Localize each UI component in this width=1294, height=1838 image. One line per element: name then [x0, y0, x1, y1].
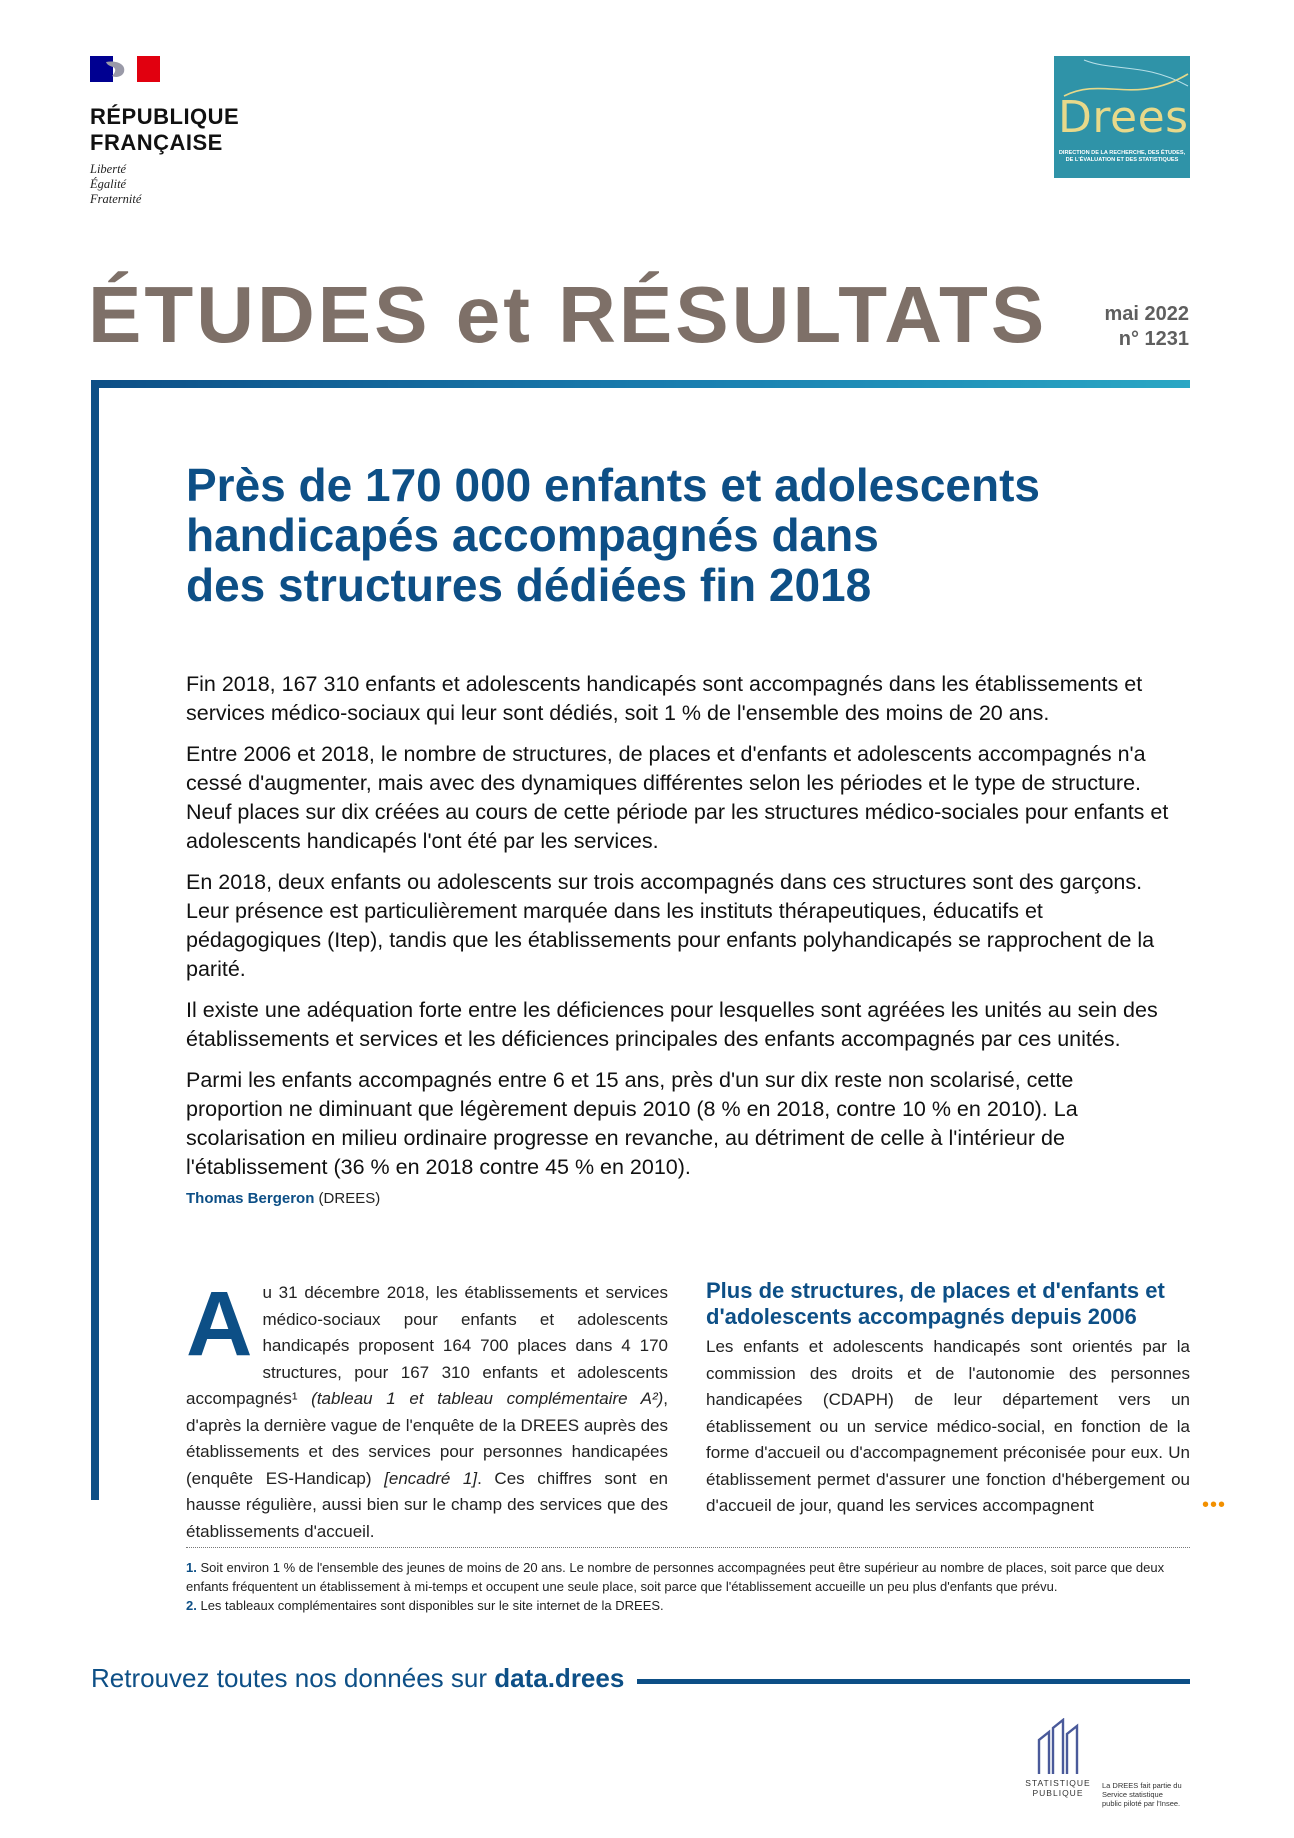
drees-logo — [1054, 56, 1190, 178]
summary-paragraph: Entre 2006 et 2018, le nombre de structures, de places et d'enfants et adolescents accompagnés n'a cessé d'augmenter, mais avec des dynamiques différentes selon les périodes et le type de structure. Neuf places sur dix créées au cours de cette période par les structures médico-sociales pour enfants et adolescents handicapés l'ont été par les services. — [186, 742, 1169, 853]
footnote-number: 1. — [186, 1560, 197, 1575]
data-banner-text: Retrouvez toutes nos données sur — [91, 1663, 495, 1693]
republic-name-line1: RÉPUBLIQUE — [90, 104, 240, 129]
footnotes — [186, 1558, 1190, 1615]
statistique-publique-description: La DREES fait partie du Service statistique public piloté par l'Insee. — [1102, 1781, 1182, 1808]
marianne-icon — [90, 56, 160, 82]
data-drees-link[interactable]: data.drees — [494, 1663, 625, 1693]
motto-fraternite: Fraternité — [90, 192, 142, 206]
author-affiliation: (DREES) — [318, 1190, 381, 1207]
summary — [186, 670, 1176, 1194]
intro-column — [186, 1273, 669, 1545]
footnote — [186, 1558, 1190, 1596]
statistique-publique-label — [1016, 1778, 1100, 1798]
motto-liberte: Liberté — [90, 162, 127, 176]
section-title: Plus de structures, de places et d'enfants et d'adolescents accompagnés depuis 2006 — [706, 1278, 1165, 1329]
issue-number: n° 1231 — [1118, 328, 1189, 350]
intro-text: u 31 décembre 2018, les établissements et services médico-sociaux pour enfants et adolescents handicapés proposent 164 700 places dans 4 170 structures, pour 167 310 enfants et adolescents accompagnés¹ — [186, 1283, 668, 1408]
statistique-publique-icon — [1036, 1718, 1082, 1776]
intro-dropcap: A — [186, 1273, 253, 1375]
footnotes-divider — [186, 1547, 1190, 1548]
series-title: ÉTUDES et RÉSULTATS — [88, 270, 1048, 359]
footnote-text: Les tableaux complémentaires sont disponibles sur le site internet de la DREES. — [200, 1598, 664, 1613]
issue-info — [1104, 302, 1189, 352]
sp-label-line1: STATISTIQUE — [1025, 1778, 1091, 1788]
issue-date: mai 2022 — [1104, 303, 1189, 325]
intro-table-reference: (tableau 1 et tableau complémentaire A²) — [311, 1389, 664, 1408]
data-banner-rule — [637, 1679, 1190, 1684]
author-name: Thomas Bergeron — [186, 1190, 315, 1207]
main-title-line3: des structures dédiées fin 2018 — [186, 559, 872, 611]
republic-name-line2: FRANÇAISE — [90, 130, 223, 155]
intro-text: . Ces chiffres sont en hausse régulière, aussi bien sur le champ des services que des établissements d'accueil. — [186, 1468, 669, 1541]
footnote-text: Soit environ 1 % de l'ensemble des jeunes de moins de 20 ans. Le nombre de personnes accompagnées peut être supérieur au nombre de places, soit parce que deux enfants fréquentent un établissement à mi-temps et occupent une seule place, soit parce que l'établissement accueille un peu plus d'enfants que prévu. — [186, 1560, 1165, 1594]
summary-paragraph: Il existe une adéquation forte entre les déficiences pour lesquelles sont agréées les unités au sein des établissements et services et les déficiences principales des enfants accompagnés par ces unités. — [186, 998, 1158, 1051]
summary-paragraph: Fin 2018, 167 310 enfants et adolescents handicapés sont accompagnés dans les établissements et services médico-sociaux qui leur sont dédiés, soit 1 % de l'ensemble des moins de 20 ans. — [186, 672, 1143, 725]
footnote — [186, 1596, 1190, 1615]
intro-text: , d'après la dernière vague de l'enquête de la DREES auprès des établissements et des services pour personnes handicapées (enquête ES-Handicap) — [186, 1389, 668, 1488]
intro-box-reference: [encadré 1] — [384, 1468, 478, 1488]
continue-marker: ••• — [1202, 1494, 1227, 1516]
statistique-publique-logo — [1016, 1718, 1182, 1808]
main-title — [186, 460, 1166, 610]
sp-label-line2: PUBLIQUE — [1032, 1788, 1084, 1798]
motto-egalite: Égalité — [90, 177, 127, 191]
author-line — [186, 1190, 380, 1207]
main-title-line2: handicapés accompagnés dans — [186, 509, 879, 561]
summary-paragraph: En 2018, deux enfants ou adolescents sur trois accompagnés dans ces structures sont des garçons. Leur présence est particulièrement marquée dans les instituts thérapeutiques, éducatifs et pédagogiques (Itep), tandis que les établissements pour enfants polyhandicapés se rapprochent de la parité. — [186, 870, 1155, 981]
frame-top-bar — [91, 380, 1190, 388]
footnote-number: 2. — [186, 1598, 197, 1613]
drees-wordmark: Drees — [1058, 92, 1189, 143]
section-column — [706, 1278, 1190, 1520]
section-body: Les enfants et adolescents handicapés sont orientés par la commission des droits et de l'autonomie des personnes handicapées (CDAPH) de leur département vers un établissement ou un service médico-social, en fonction de la forme d'accueil ou d'accompagnement préconisée pour eux. Un établissement permet d'assurer une fonction d'hébergement ou d'accueil de jour, quand les services accompagnent — [706, 1337, 1190, 1515]
republique-francaise-logo — [90, 56, 260, 207]
drees-subtitle: DIRECTION DE LA RECHERCHE, DES ÉTUDES, DE L'ÉVALUATION ET DES STATISTIQUES — [1058, 150, 1186, 163]
frame-left-bar — [91, 380, 99, 1500]
summary-paragraph: Parmi les enfants accompagnés entre 6 et 15 ans, près d'un sur dix reste non scolarisé, cette proportion ne diminuant que légèrement depuis 2010 (8 % en 2018, contre 10 % en 2010). La scolarisation en milieu ordinaire progresse en revanche, au détriment de celle à l'intérieur de l'établissement (36 % en 2018 contre 45 % en 2010). — [186, 1068, 1078, 1179]
data-banner — [91, 1662, 624, 1694]
republic-motto — [90, 162, 260, 207]
main-title-line1: Près de 170 000 enfants et adolescents — [186, 459, 1040, 511]
